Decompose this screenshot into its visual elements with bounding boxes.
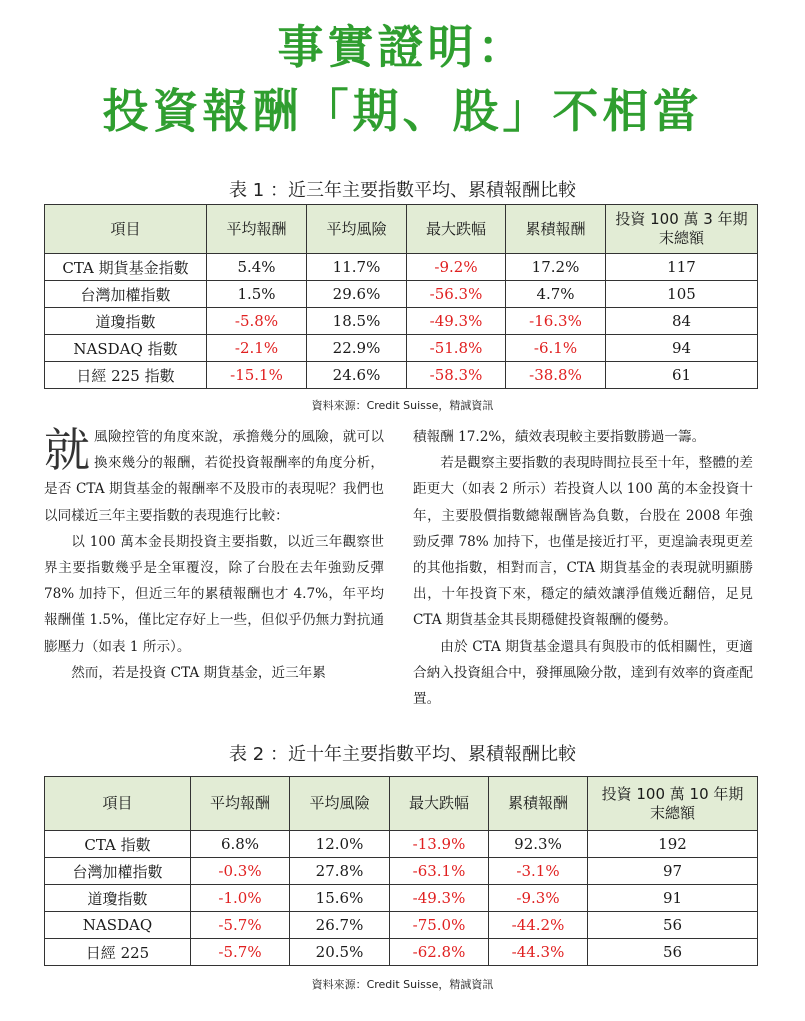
- table2-caption: 表 2 ：近十年主要指數平均、累積報酬比較: [229, 744, 576, 765]
- table-cell: 92.3%: [489, 831, 588, 858]
- table2-source: 資料來源：Credit Suisse，精誠資訊: [311, 978, 494, 991]
- table-cell: -49.3%: [407, 308, 506, 335]
- table-cell: 26.7%: [290, 912, 390, 939]
- table-cell: -44.2%: [489, 912, 588, 939]
- row-label: NASDAQ 指數: [45, 335, 207, 362]
- right-paragraph-1: 積報酬 17.2%，績效表現較主要指數勝過一籌。: [413, 429, 706, 445]
- drop-cap: 就: [44, 423, 90, 477]
- table-cell: -1.0%: [191, 885, 290, 912]
- table-cell: -63.1%: [390, 858, 489, 885]
- table-cell: 15.6%: [290, 885, 390, 912]
- right-column: [413, 424, 753, 712]
- table-cell: -3.1%: [489, 858, 588, 885]
- table2-header: 平均風險: [290, 777, 390, 831]
- headline-line-1: 事實證明：: [277, 20, 528, 74]
- table2-header: 最大跌幅: [390, 777, 489, 831]
- table-cell: -9.2%: [407, 254, 506, 281]
- table-cell: -16.3%: [506, 308, 606, 335]
- table-cell: 24.6%: [307, 362, 407, 389]
- table-cell: 97: [588, 858, 758, 885]
- row-label: CTA 指數: [45, 831, 191, 858]
- table-cell: -5.7%: [191, 912, 290, 939]
- table1-caption: 表 1 ：近三年主要指數平均、累積報酬比較: [229, 180, 576, 201]
- row-label: CTA 期貨基金指數: [45, 254, 207, 281]
- table-cell: 91: [588, 885, 758, 912]
- table-row: [45, 939, 758, 966]
- table-row: [45, 912, 758, 939]
- table-cell: -38.8%: [506, 362, 606, 389]
- left-column: [44, 424, 384, 686]
- table-row: [45, 254, 758, 281]
- table-cell: 29.6%: [307, 281, 407, 308]
- left-paragraph-2: 以 100 萬本金長期投資主要指數，以近三年觀察世界主要指數幾乎是全軍覆沒，除了台股在去年強勁反彈 78% 加持下，但近三年的累積報酬也才 4.7%，年平均報酬僅 1.5%，僅比定存好上一些，但似乎仍無力對抗通膨壓力（如表 1 所示）。: [44, 533, 384, 655]
- table1-source: 資料來源：Credit Suisse，精誠資訊: [311, 399, 494, 412]
- table-cell: 192: [588, 831, 758, 858]
- table-cell: -58.3%: [407, 362, 506, 389]
- table-cell: -5.8%: [207, 308, 307, 335]
- table2: [44, 776, 758, 966]
- table-cell: 18.5%: [307, 308, 407, 335]
- table-row: [45, 858, 758, 885]
- table-cell: -0.3%: [191, 858, 290, 885]
- table-row: [45, 335, 758, 362]
- table-cell: -6.1%: [506, 335, 606, 362]
- table-cell: 11.7%: [307, 254, 407, 281]
- table-cell: 117: [606, 254, 758, 281]
- row-label: 道瓊指數: [45, 308, 207, 335]
- table-cell: 27.8%: [290, 858, 390, 885]
- row-label: 日經 225 指數: [45, 362, 207, 389]
- table-row: [45, 362, 758, 389]
- table-cell: 20.5%: [290, 939, 390, 966]
- table-cell: 5.4%: [207, 254, 307, 281]
- row-label: 日經 225: [45, 939, 191, 966]
- table-cell: -44.3%: [489, 939, 588, 966]
- table-cell: 17.2%: [506, 254, 606, 281]
- table-row: [45, 831, 758, 858]
- headline-line-2: 投資報酬「期、股」不相當: [102, 84, 703, 138]
- table1-header: 平均報酬: [207, 205, 307, 254]
- table2-header: 累積報酬: [489, 777, 588, 831]
- table-cell: 4.7%: [506, 281, 606, 308]
- table1-header: 累積報酬: [506, 205, 606, 254]
- table-cell: -9.3%: [489, 885, 588, 912]
- table-cell: 105: [606, 281, 758, 308]
- table-cell: 84: [606, 308, 758, 335]
- table-cell: -56.3%: [407, 281, 506, 308]
- table-cell: 1.5%: [207, 281, 307, 308]
- table2-header: 平均報酬: [191, 777, 290, 831]
- table-row: [45, 885, 758, 912]
- table-cell: -62.8%: [390, 939, 489, 966]
- table-cell: 12.0%: [290, 831, 390, 858]
- table-cell: 56: [588, 912, 758, 939]
- table2-header: 投資 100 萬 10 年期末總額: [588, 777, 758, 831]
- table-cell: -49.3%: [390, 885, 489, 912]
- table-cell: 61: [606, 362, 758, 389]
- table-cell: -5.7%: [191, 939, 290, 966]
- right-paragraph-2: 若是觀察主要指數的表現時間拉長至十年，整體的差距更大（如表 2 所示）若投資人以 100 萬的本金投資十年，主要股價指數總報酬皆為負數，台股在 2008 年強勁反彈 78% 加持下，也僅是接近打平，更遑論表現更差的其他指數，相對而言，CTA 期貨基金的表現就明顯勝出，十年投資下來，穩定的績效讓淨值幾近翻倍，足見 CTA 期貨基金其長期穩健投資報酬的優勢。: [413, 455, 753, 629]
- table-cell: 22.9%: [307, 335, 407, 362]
- table1-header: 平均風險: [307, 205, 407, 254]
- table1-header: 最大跌幅: [407, 205, 506, 254]
- table-cell: -2.1%: [207, 335, 307, 362]
- table-cell: -15.1%: [207, 362, 307, 389]
- table-cell: 94: [606, 335, 758, 362]
- table-cell: -75.0%: [390, 912, 489, 939]
- table1: [44, 204, 758, 389]
- table-cell: -51.8%: [407, 335, 506, 362]
- row-label: NASDAQ: [45, 912, 191, 939]
- row-label: 台灣加權指數: [45, 281, 207, 308]
- row-label: 台灣加權指數: [45, 858, 191, 885]
- table2-header: 項目: [45, 777, 191, 831]
- left-paragraph-1: 風險控管的角度來說，承擔幾分的風險，就可以換來幾分的報酬，若從投資報酬率的角度分析，是否 CTA 期貨基金的報酬率不及股市的表現呢？我們也以同樣近三年主要指數的表現進行比較：: [44, 429, 384, 524]
- table-cell: 56: [588, 939, 758, 966]
- table1-header: 項目: [45, 205, 207, 254]
- right-paragraph-3: 由於 CTA 期貨基金還具有與股市的低相關性，更適合納入投資組合中，發揮風險分散，達到有效率的資產配置。: [413, 638, 753, 708]
- table-row: [45, 281, 758, 308]
- table-row: [45, 308, 758, 335]
- left-paragraph-3: 然而，若是投資 CTA 期貨基金，近三年累: [71, 664, 326, 681]
- table-cell: -13.9%: [390, 831, 489, 858]
- row-label: 道瓊指數: [45, 885, 191, 912]
- table-cell: 6.8%: [191, 831, 290, 858]
- table1-header: 投資 100 萬 3 年期末總額: [606, 205, 758, 254]
